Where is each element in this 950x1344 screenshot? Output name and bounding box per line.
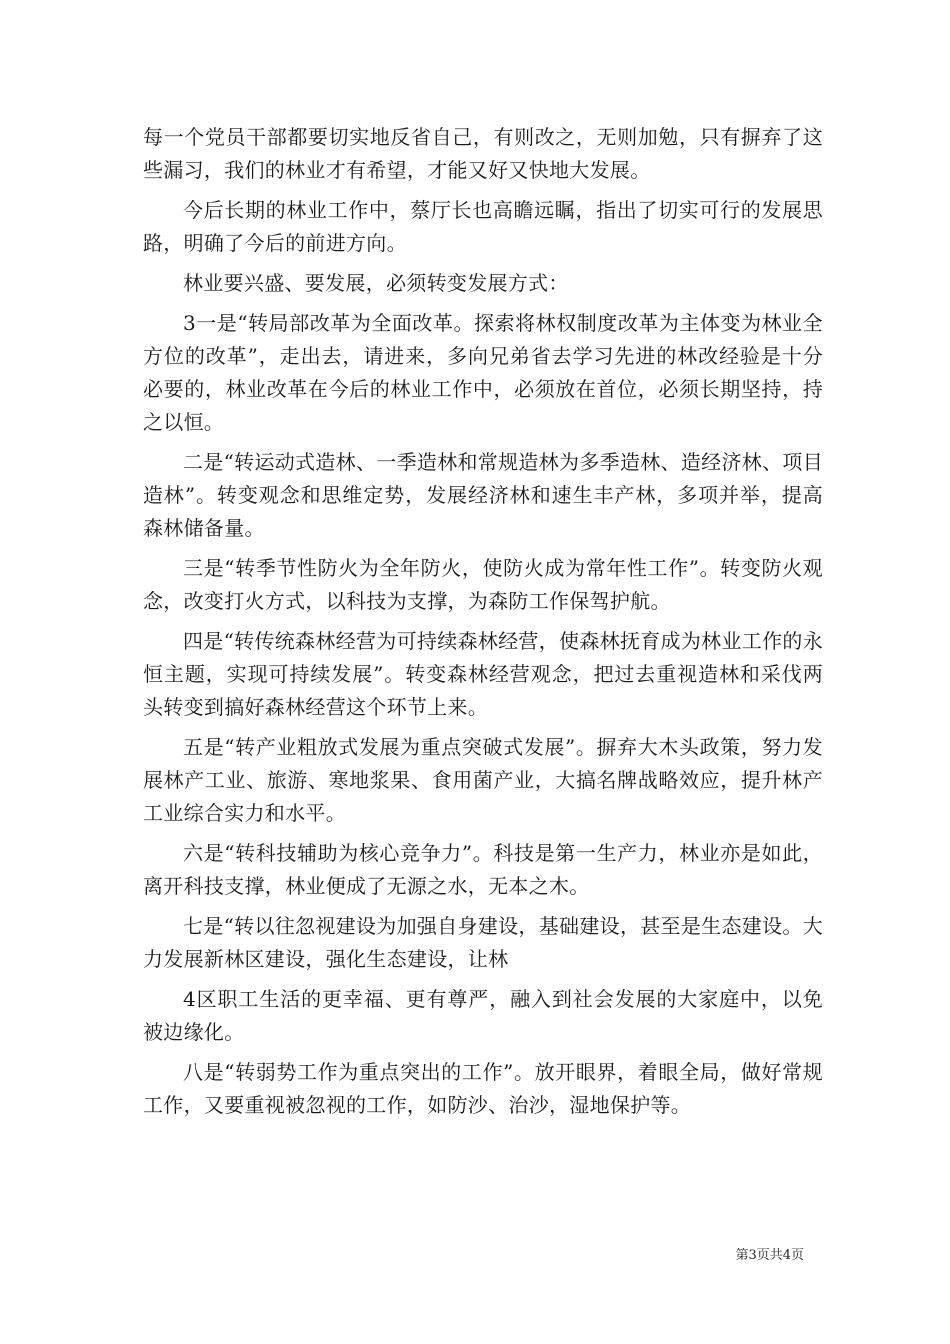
paragraph: 七是“转以往忽视建设为加强自身建设，基础建设，甚至是生态建设。大力发展新林区建设，强化生态建设，让林	[143, 914, 823, 971]
paragraph: 每一个党员干部都要切实地反省自己，有则改之，无则加勉，只有摒弃了这些漏习，我们的林业才有希望，才能又好又快地大发展。	[143, 125, 823, 182]
paragraph: 今后长期的林业工作中，蔡厅长也高瞻远瞩，指出了切实可行的发展思路，明确了今后的前进方向。	[143, 198, 823, 255]
paragraph: 六是“转科技辅助为核心竞争力”。科技是第一生产力，林业亦是如此，离开科技支撑，林业便成了无源之水，无本之木。	[143, 841, 823, 898]
paragraph: 三是“转季节性防火为全年防火，使防火成为常年性工作”。转变防火观念，改变打火方式，以科技为支撑，为森防工作保驾护航。	[143, 556, 823, 613]
paragraph: 林业要兴盛、要发展，必须转变发展方式：	[183, 271, 569, 295]
document-body	[143, 121, 823, 1129]
paragraph: 二是“转运动式造林、一季造林和常规造林为多季造林、造经济林、项目造林”。转变观念和思维定势，发展经济林和速生丰产林，多项并举，提高森林储备量。	[143, 450, 823, 540]
paragraph: 五是“转产业粗放式发展为重点突破式发展”。摒弃大木头政策，努力发展林产工业、旅游、寒地浆果、食用菌产业，大搞名牌战略效应，提升林产工业综合实力和水平。	[143, 735, 823, 825]
page-number-footer: 第3页共4页	[735, 1248, 804, 1263]
paragraph: 八是“转弱势工作为重点突出的工作”。放开眼界，着眼全局，做好常规工作，又要重视被忽视的工作，如防沙、治沙，湿地保护等。	[143, 1060, 823, 1117]
paragraph: 四是“转传统森林经营为可持续森林经营，使森林抚育成为林业工作的永恒主题，实现可持续发展”。转变森林经营观念，把过去重视造林和采伐两头转变到搞好森林经营这个环节上来。	[143, 629, 823, 719]
paragraph: 4区职工生活的更幸福、更有尊严，融入到社会发展的大家庭中，以免被边缘化。	[143, 987, 823, 1044]
paragraph: 3一是“转局部改革为全面改革。探索将林权制度改革为主体变为林业全方位的改革”，走出去，请进来，多向兄弟省去学习先进的林改经验是十分必要的，林业改革在今后的林业工作中，必须放在首位，必须长期坚持，持之以恒。	[143, 311, 823, 434]
